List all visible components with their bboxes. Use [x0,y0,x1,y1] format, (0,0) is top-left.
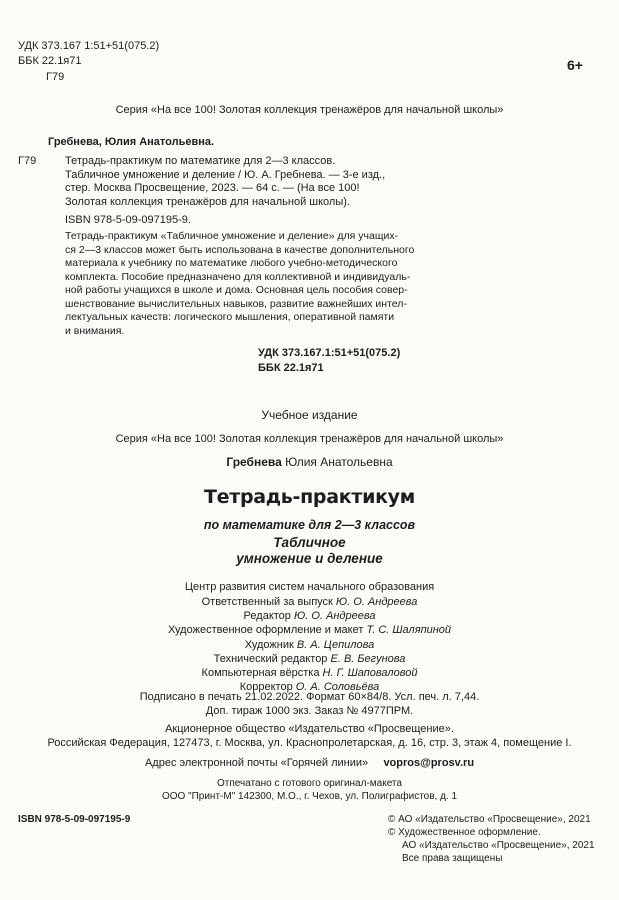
printer-line1: Отпечатано с готового оригинал-макета [217,778,402,789]
credits-center: Центр развития систем начального образования [184,581,435,593]
catalog-line: стер. Москва Просвещение, 2023. — 64 с. — (На все 100! [65,182,360,194]
edition-type: Учебное издание [261,408,358,422]
catalog-udk: УДК 373.167.1:51+51(075.2) [258,347,401,359]
credit-row [0,595,619,609]
isbn-bottom: ISBN 978-5-09-097195-9 [18,814,131,825]
email-label: Адрес электронной почты «Горячей линии» [144,757,369,769]
credit-role: Компьютерная вёрстка [201,667,320,680]
copyright-line1: © АО «Издательство «Просвещение», 2021 [388,814,591,825]
catalog-code: Г79 [18,155,37,167]
credit-name: Т. С. Шаляпиной [366,624,452,637]
catalog-abstract [65,230,414,338]
header-bbk: ББК 22.1я71 [18,55,82,67]
credit-row [0,623,619,637]
abstract-line: лектуальных качеств: логического мышления, оперативной памяти [65,311,395,323]
print-line1: Подписано в печать 21.02.2022. Формат 60×84/8. Усл. печ. л. 7,44. [139,691,480,703]
author-full [0,455,619,469]
book-title: Тетрадь-практикум [203,486,415,508]
credit-row [0,666,619,680]
header-code: Г79 [46,71,65,83]
email-link[interactable]: vopros@prosv.ru [383,757,475,769]
book-subtitle2 [0,535,619,567]
copyright-line2: © Художественное оформление. [388,827,541,838]
credit-name: Е. В. Бегунова [330,652,406,665]
abstract-line: ся 2—3 классов может быть использована в качестве дополнительного [65,243,415,256]
credit-role: Ответственный за выпуск [201,596,333,608]
catalog-line: Тетрадь-практикум по математике для 2—3 классов. [65,155,336,167]
abstract-line: комплекта. Пособие предназначено для коллективной и индивидуаль- [65,270,411,283]
print-line2: Доп. тираж 1000 экз. Заказ № 4977ПРМ. [205,705,414,717]
credit-role: Технический редактор [213,652,328,665]
series-bottom: Серия «На все 100! Золотая коллекция тренажёров для начальной школы» [115,433,504,445]
catalog-isbn: ISBN 978-5-09-097195-9. [65,214,191,226]
subtitle2-line2: умножение и деление [236,551,383,566]
credits-list [0,595,619,694]
abstract-line: шенствование вычислительных навыков, развитие важнейших интел- [65,297,407,310]
catalog-description [65,155,421,209]
credit-role: Редактор [243,610,291,623]
credit-role: Художественное оформление и макет [167,624,364,637]
credit-name: Ю. О. Андреева [335,596,418,608]
abstract-line: ной работы учащихся в школе и дома. Основная цель пособия совер- [65,284,408,296]
credit-name: В. А. Цепилова [296,638,375,651]
publisher-email-line [0,757,619,769]
credit-row [0,609,619,623]
catalog-bbk: ББК 22.1я71 [258,362,324,374]
publisher-address: Российская Федерация, 127473, г. Москва, ул. Краснопролетарская, д. 16, стр. 3, этаж 4, помещение I. [47,737,572,749]
credit-name: О. А. Соловьёва [295,681,380,694]
credit-role: Корректор [239,681,293,694]
catalog-author: Гребнева, Юлия Анатольевна. [48,136,215,148]
abstract-line: Тетрадь-практикум «Табличное умножение и деление» для учащих- [65,230,399,242]
printer-line2: ООО "Принт-М" 142300, М.О., г. Чехов, ул. Полиграфистов, д. 1 [161,791,458,802]
subtitle2-line1: Табличное [273,535,346,550]
credit-role: Художник [244,638,294,651]
abstract-line: и внимания. [65,324,125,337]
catalog-line: Золотая коллекция тренажёров для начальной школы). [65,195,350,208]
publisher-name: Акционерное общество «Издательство «Просвещение». [165,723,454,735]
book-subtitle: по математике для 2—3 классов [203,518,416,532]
author-surname: Гребнева [226,455,282,469]
abstract-line: материала к учебнику по математике любого учебно-методического [65,257,398,269]
copyright-line4: Все права защищены [402,853,503,864]
copyright-line3: АО «Издательство «Просвещение», 2021 [402,840,595,851]
age-rating: 6+ [567,57,583,73]
credit-row [0,638,619,652]
header-udk: УДК 373.167 1:51+51(075.2) [18,40,160,52]
credit-name: Ю. О. Андреева [293,610,376,623]
credit-name: Н. Г. Шаповаловой [322,667,418,680]
credit-row [0,652,619,666]
catalog-line: Табличное умножение и деление / Ю. А. Гребнева. — 3-е изд., [65,168,386,181]
author-name: Юлия Анатольевна [285,455,393,469]
series-top: Серия «На все 100! Золотая коллекция тренажёров для начальной школы» [115,104,504,116]
